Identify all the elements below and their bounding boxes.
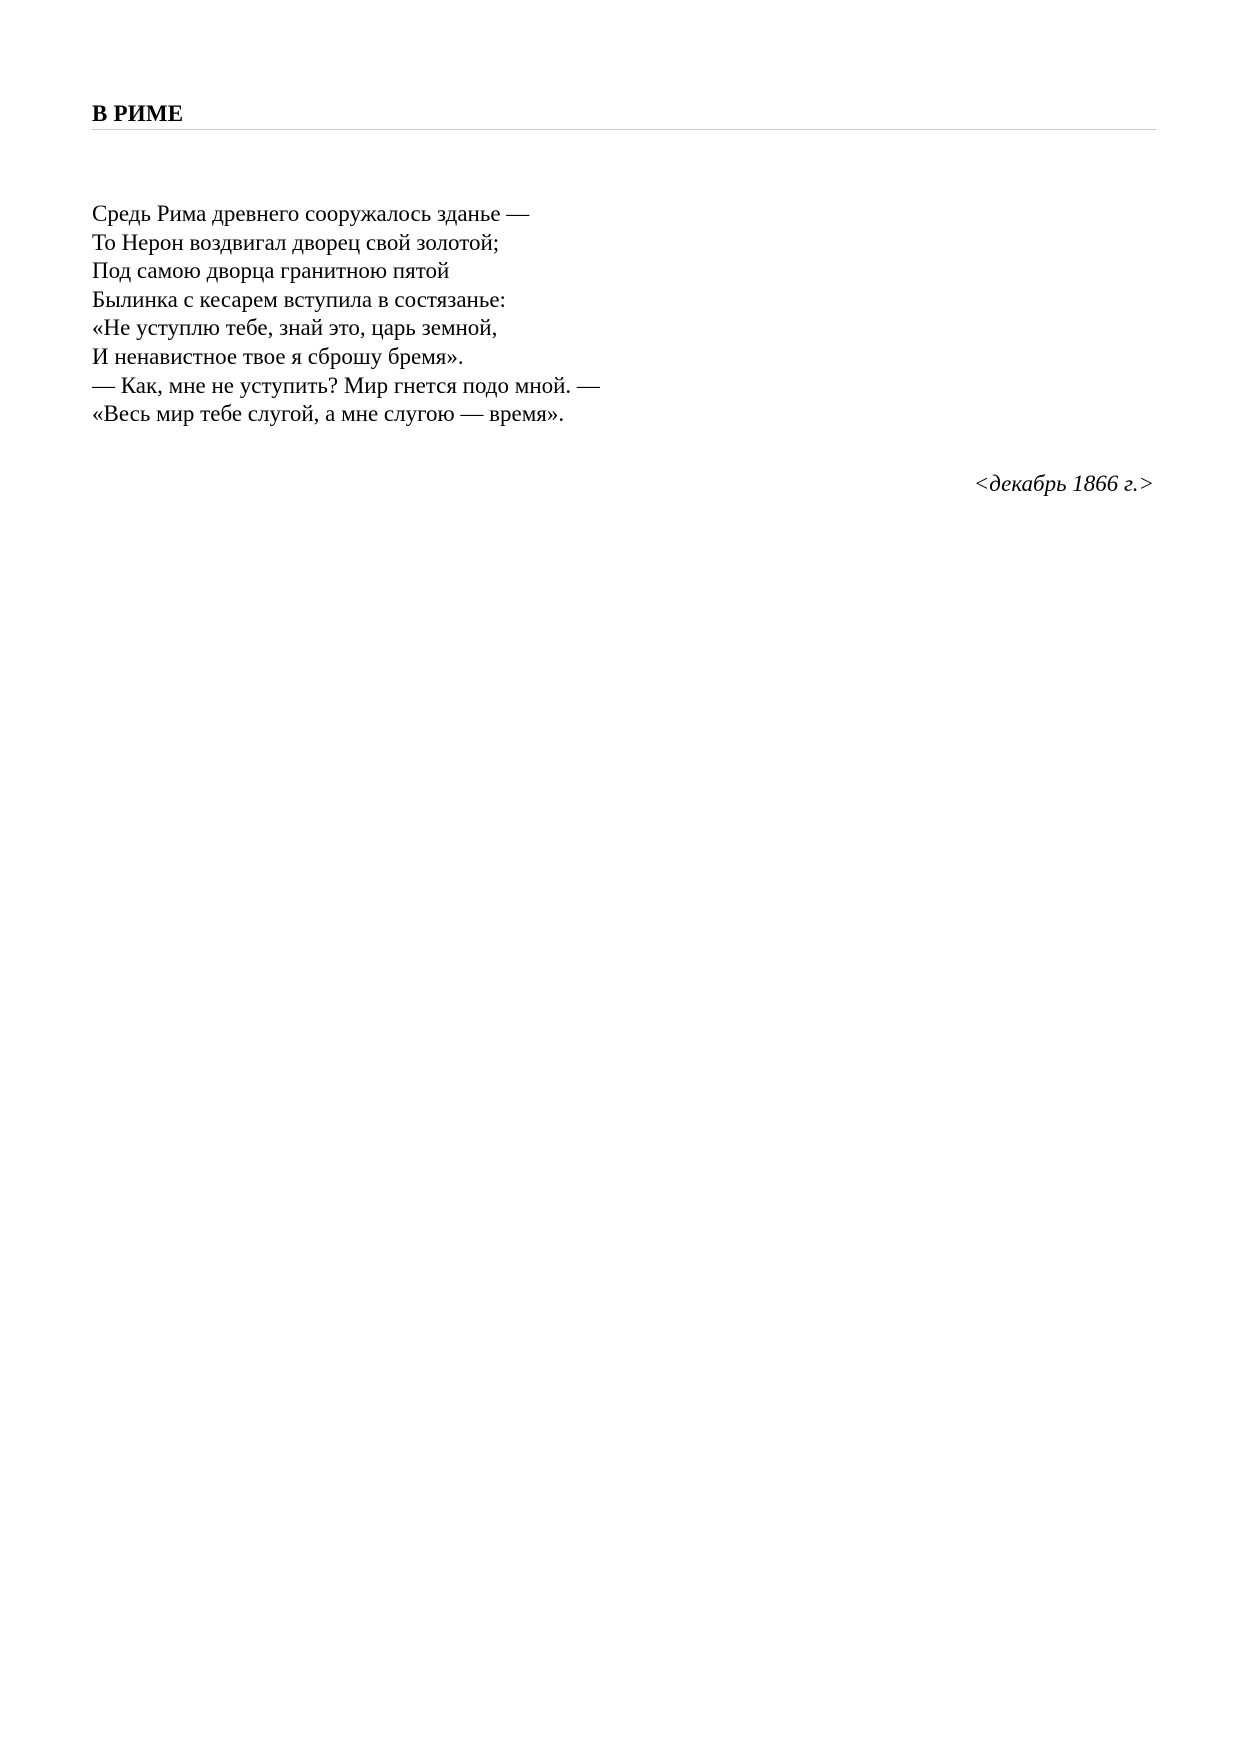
poem-date: <декабрь 1866 г.> — [973, 471, 1154, 496]
poem-line: То Нерон воздвигал дворец свой золотой; — [92, 229, 500, 255]
poem-line: «Весь мир тебе слугой, а мне слугою — время». — [92, 401, 565, 427]
poem-line: — Как, мне не уступить? Мир гнется подо мной. — — [92, 372, 600, 398]
poem-line: Средь Рима древнего сооружалось зданье — — [92, 201, 530, 226]
poem-body — [92, 200, 600, 429]
poem-line: И ненавистное твое я сброшу бремя». — [92, 343, 464, 369]
poem-title: В РИМЕ — [92, 101, 184, 126]
poem-line: Под самою дворца гранитною пятой — [92, 258, 450, 284]
poem-line: Былинка с кесарем вступила в состязанье: — [92, 286, 506, 312]
title-divider — [92, 129, 1156, 130]
poem-line: «Не уступлю тебе, знай это, царь земной, — [92, 315, 498, 341]
